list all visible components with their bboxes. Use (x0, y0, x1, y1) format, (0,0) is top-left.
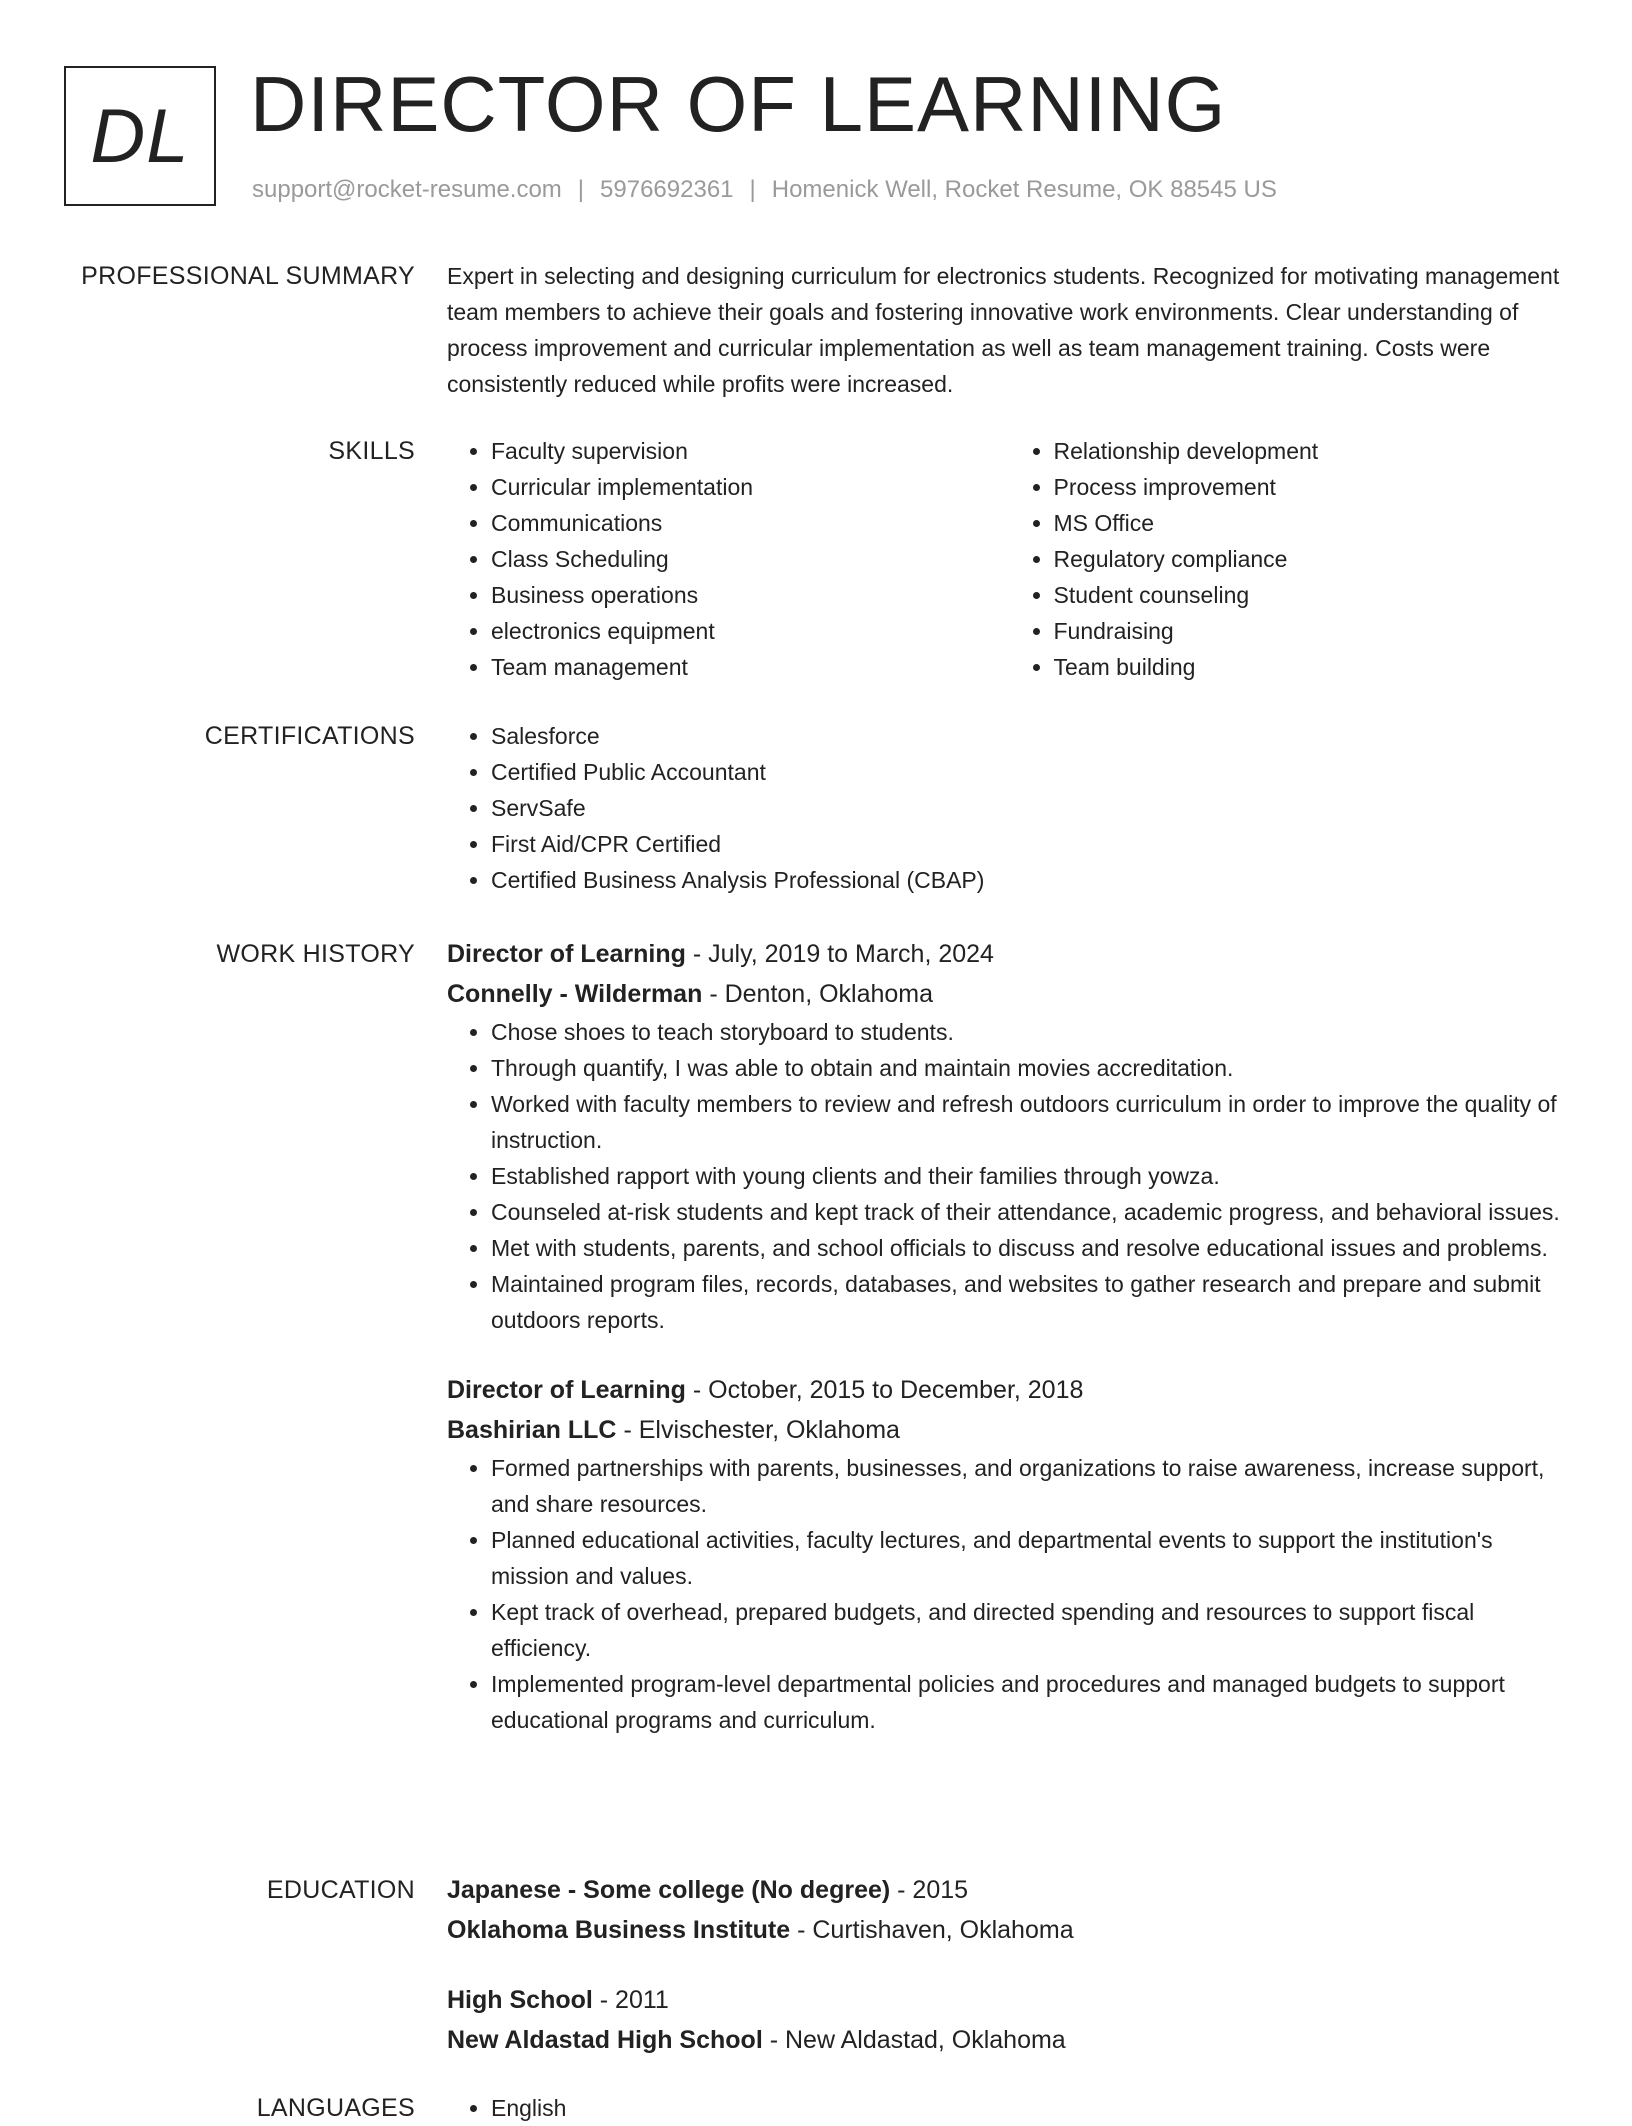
list-item: • Class Scheduling (491, 541, 1010, 577)
list-item: • Kept track of overhead, prepared budgets, and directed spending and resources to support fiscal efficiency. (491, 1594, 1572, 1666)
job-title: Director of Learning (447, 940, 686, 968)
contact-separator: | (749, 176, 756, 203)
education-school: Oklahoma Business Institute (447, 1916, 791, 1944)
section-label-skills: SKILLS (328, 437, 415, 465)
education-degree-line (447, 1870, 1572, 1910)
job-company-line (447, 1410, 1572, 1450)
list-item: • English (491, 2090, 1572, 2126)
list-item: • Met with students, parents, and school officials to discuss and resolve educational issues and problems. (491, 1230, 1572, 1266)
list-item: • electronics equipment (491, 613, 1010, 649)
education-body (447, 1870, 1572, 2060)
job-entry (447, 1370, 1572, 1738)
job-title-line (447, 1370, 1572, 1410)
job-company: Bashirian LLC (447, 1416, 617, 1444)
list-item: • Student counseling (1054, 577, 1573, 613)
job-entry (447, 934, 1572, 1338)
job-bullets (447, 1450, 1572, 1738)
education-location: - Curtishaven, Oklahoma (797, 1916, 1074, 1944)
list-item: • Salesforce (491, 718, 1572, 754)
skills-list-left (447, 433, 1010, 685)
contact-address: Homenick Well, Rocket Resume, OK 88545 US (771, 176, 1277, 203)
list-item: • Established rapport with young clients and their families through yowza. (491, 1158, 1572, 1194)
list-item: • Implemented program-level departmental policies and procedures and managed budgets to support educational programs and curriculum. (491, 1666, 1572, 1738)
list-item: • Communications (491, 505, 1010, 541)
list-item: • Maintained program files, records, databases, and websites to gather research and prepare and submit outdoors reports. (491, 1266, 1572, 1338)
list-item: • First Aid/CPR Certified (491, 826, 1572, 862)
certifications-body (447, 718, 1572, 898)
list-item: • Relationship development (1054, 433, 1573, 469)
list-item: • Fundraising (1054, 613, 1573, 649)
education-entry (447, 1980, 1572, 2060)
section-label-work-history: WORK HISTORY (216, 940, 415, 968)
list-item: • Regulatory compliance (1054, 541, 1573, 577)
languages-list (447, 2090, 1572, 2126)
education-school-line (447, 1910, 1572, 1950)
work-history-body (447, 934, 1572, 1738)
job-company-line (447, 974, 1572, 1014)
education-entry (447, 1870, 1572, 1950)
skills-list-right (1010, 433, 1573, 685)
education-school-line (447, 2020, 1572, 2060)
contact-separator: | (577, 176, 585, 203)
job-location: - Elvischester, Oklahoma (623, 1416, 900, 1444)
list-item: • Certified Business Analysis Professional (CBAP) (491, 862, 1572, 898)
list-item: • Planned educational activities, faculty lectures, and departmental events to support the institution's mission and values. (491, 1522, 1572, 1594)
education-year: - 2015 (897, 1876, 969, 1904)
contact-email: support@rocket-resume.com (252, 176, 562, 203)
list-item: • Through quantify, I was able to obtain and maintain movies accreditation. (491, 1050, 1572, 1086)
list-item: • Team management (491, 649, 1010, 685)
monogram-logo: DL (64, 66, 216, 206)
list-item: • ServSafe (491, 790, 1572, 826)
list-item: • Certified Public Accountant (491, 754, 1572, 790)
certifications-list (447, 718, 1572, 898)
list-item: • Chose shoes to teach storyboard to students. (491, 1014, 1572, 1050)
education-degree-line (447, 1980, 1572, 2020)
list-item: • Formed partnerships with parents, businesses, and organizations to raise awareness, increase support, and share resources. (491, 1450, 1572, 1522)
languages-body (447, 2090, 1572, 2126)
section-label-languages: LANGUAGES (256, 2094, 415, 2122)
education-year: - 2011 (599, 1986, 669, 2014)
section-label-certifications: CERTIFICATIONS (204, 722, 415, 750)
list-item: • Counseled at-risk students and kept track of their attendance, academic progress, and behavioral issues. (491, 1194, 1572, 1230)
job-dates: - July, 2019 to March, 2024 (692, 940, 994, 968)
education-degree: Japanese - Some college (No degree) (447, 1876, 891, 1904)
list-item: • Business operations (491, 577, 1010, 613)
list-item: • MS Office (1054, 505, 1573, 541)
page-title: DIRECTOR OF LEARNING (250, 60, 1227, 148)
education-degree: High School (447, 1986, 593, 2014)
job-location: - Denton, Oklahoma (709, 980, 934, 1008)
job-title-line (447, 934, 1572, 974)
list-item: • Team building (1054, 649, 1573, 685)
education-location: - New Aldastad, Oklahoma (769, 2026, 1066, 2054)
contact-phone: 5976692361 (600, 176, 734, 203)
list-item: • Curricular implementation (491, 469, 1010, 505)
list-item: • Worked with faculty members to review and refresh outdoors curriculum in order to improve the quality of instruction. (491, 1086, 1572, 1158)
job-bullets (447, 1014, 1572, 1338)
list-item: • Process improvement (1054, 469, 1573, 505)
section-label-summary: PROFESSIONAL SUMMARY (81, 262, 415, 290)
summary-body (447, 258, 1572, 402)
summary-text: Expert in selecting and designing curriculum for electronics students. Recognized for motivating management team members to achieve their goals and fostering innovative work environments. Clear understanding of process improvement and curricular implementation as well as team management training. Costs were consistently reduced while profits were increased. (447, 263, 1560, 397)
job-title: Director of Learning (447, 1376, 686, 1404)
section-label-education: EDUCATION (266, 1876, 415, 1904)
skills-body (447, 433, 1572, 685)
education-school: New Aldastad High School (447, 2026, 763, 2054)
job-company: Connelly - Wilderman (447, 980, 703, 1008)
contact-line (252, 174, 1277, 206)
job-dates: - October, 2015 to December, 2018 (692, 1376, 1084, 1404)
list-item: • Faculty supervision (491, 433, 1010, 469)
